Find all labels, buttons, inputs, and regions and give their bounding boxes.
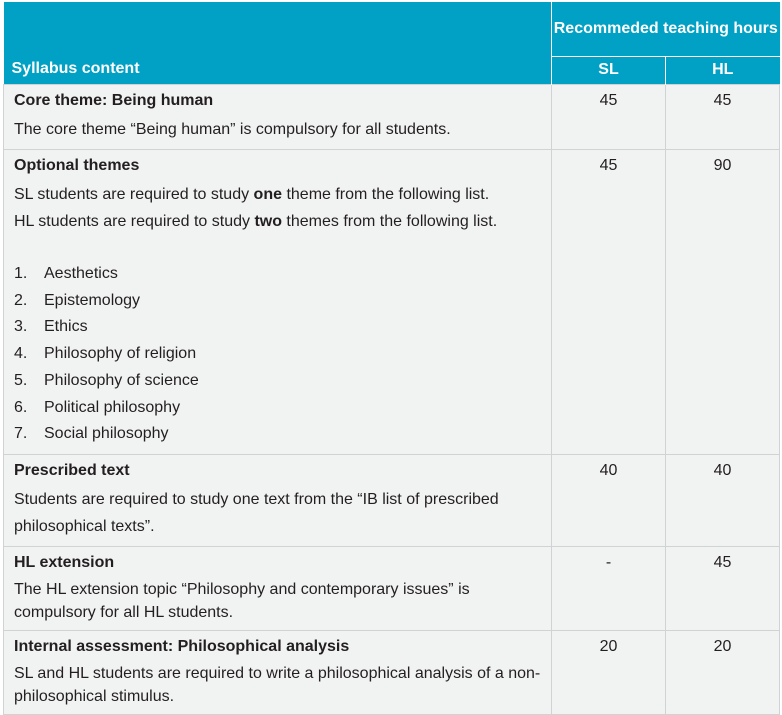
row-content	[4, 150, 552, 455]
row-content	[4, 85, 552, 150]
requirement-count: one	[253, 186, 282, 203]
syllabus-table	[3, 2, 780, 715]
row-title: Core theme: Being human	[14, 92, 214, 109]
sl-header: SL	[552, 56, 666, 84]
list-item	[14, 341, 543, 368]
list-item	[14, 421, 543, 448]
list-number: 1.	[14, 265, 28, 282]
requirement-text: themes from the following list.	[281, 213, 498, 230]
hl-header: HL	[666, 56, 780, 84]
list-number: 3.	[14, 318, 28, 336]
row-title: HL extension	[14, 553, 115, 571]
hl-requirement	[14, 208, 543, 235]
table-row-core-theme	[4, 85, 780, 150]
requirement-count: two	[254, 213, 282, 230]
sl-hours: 20	[552, 630, 666, 714]
list-number: 2.	[14, 291, 28, 309]
row-content	[4, 630, 552, 714]
teaching-hours-header: Recommeded teaching hours	[552, 2, 780, 56]
row-content	[4, 454, 552, 546]
row-title: Optional themes	[14, 157, 140, 174]
table-row-optional-themes	[4, 150, 780, 455]
list-item	[14, 288, 543, 315]
table-row-internal-assessment	[4, 630, 780, 714]
table-row-prescribed-text	[4, 454, 780, 546]
syllabus-content-header: Syllabus content	[4, 2, 552, 85]
list-item	[14, 314, 543, 341]
sl-hours: 40	[552, 454, 666, 546]
requirement-text: HL students are required to study	[14, 213, 255, 230]
row-description: The core theme “Being human” is compulsory for all students.	[14, 121, 451, 138]
sl-hours: 45	[552, 85, 666, 150]
list-number: 7.	[14, 425, 28, 443]
theme-name: Philosophy of religion	[44, 345, 197, 363]
theme-name: Social philosophy	[44, 425, 169, 443]
hl-hours: 45	[666, 546, 780, 630]
theme-name: Ethics	[44, 318, 88, 336]
sl-hours: -	[552, 546, 666, 630]
hl-hours: 90	[666, 150, 780, 455]
themes-list	[14, 261, 543, 448]
row-description: The HL extension topic “Philosophy and contemporary issues” is compulsory for all HL students.	[14, 580, 470, 621]
sl-hours: 45	[552, 150, 666, 455]
list-item	[14, 395, 543, 422]
hl-hours: 20	[666, 630, 780, 714]
requirement-text: theme from the following list.	[282, 186, 490, 203]
hl-hours: 45	[666, 85, 780, 150]
table-row-hl-extension	[4, 546, 780, 630]
theme-name: Aesthetics	[44, 265, 118, 282]
list-number: 5.	[14, 371, 28, 389]
theme-name: Political philosophy	[44, 398, 181, 416]
row-title: Internal assessment: Philosophical analysis	[14, 637, 350, 655]
sl-requirement	[14, 181, 543, 208]
row-content	[4, 546, 552, 630]
list-item	[14, 261, 543, 288]
row-title: Prescribed text	[14, 461, 130, 479]
hl-hours: 40	[666, 454, 780, 546]
theme-name: Epistemology	[44, 291, 141, 309]
requirement-text: SL students are required to study	[14, 186, 254, 203]
list-number: 4.	[14, 345, 28, 363]
list-number: 6.	[14, 398, 28, 416]
row-description: Students are required to study one text from the “IB list of prescribed philosophical texts”.	[14, 490, 499, 535]
row-description: SL and HL students are required to write a philosophical analysis of a non-philosophical stimulus.	[14, 664, 541, 705]
list-item	[14, 368, 543, 395]
theme-name: Philosophy of science	[44, 371, 199, 389]
